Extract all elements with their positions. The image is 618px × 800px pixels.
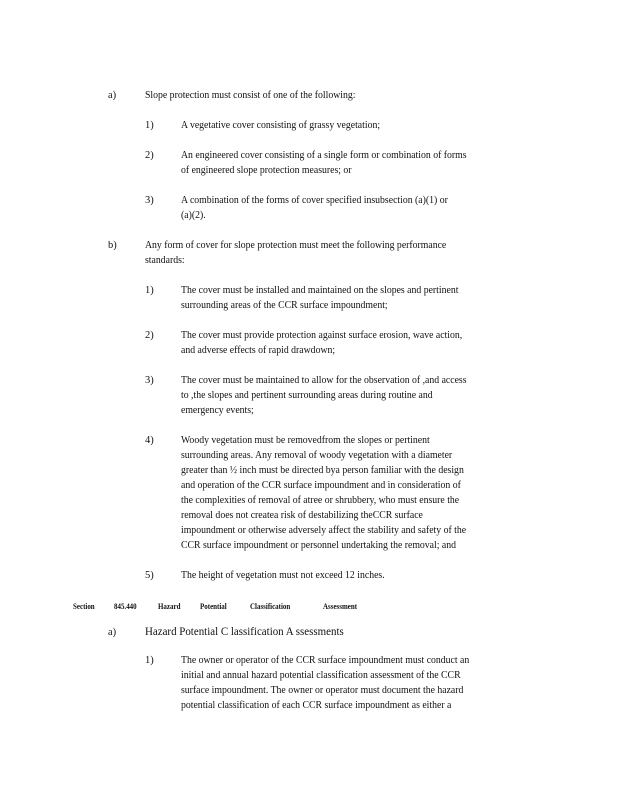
subsection-b-label: b) [108, 240, 117, 251]
item-a2-line: of engineered slope protection measures; or [181, 165, 352, 176]
item-b4-line: the complexities of removal of atree or shrubbery, who must ensure the [181, 495, 460, 506]
item-b4-line: greater than ½ inch must be directed bya person familiar with the design [181, 465, 464, 476]
item-b3-line: emergency events; [181, 405, 254, 416]
item-a3-line: A combination of the forms of cover specified insubsection (a)(1) or [181, 195, 448, 206]
item-b3-line: The cover must be maintained to allow for the observation of ,and access [181, 375, 467, 386]
item-c1-line: potential classification of each CCR surface impoundment as either a [181, 700, 452, 711]
subsection-b-line: standards: [145, 255, 185, 266]
item-c1-line: initial and annual hazard potential classification assessment of the CCR [181, 670, 461, 681]
item-b4-line: removal does not createa risk of destabilizing theCCR surface [181, 510, 423, 521]
item-a3-number: 3) [145, 195, 154, 206]
item-b2-number: 2) [145, 330, 154, 341]
subsection-a-text: Slope protection must consist of one of the following: [145, 90, 356, 101]
section-subsection-a-heading: Hazard Potential C lassification A ssessments [145, 626, 344, 638]
section-title-word: Assessment [323, 601, 358, 611]
item-b4-line: Woody vegetation must be removedfrom the slopes or pertinent [181, 435, 430, 446]
item-b4-line: impoundment or otherwise adversely affect the stability and safety of the [181, 525, 467, 536]
item-c1-line: surface impoundment. The owner or operator must document the hazard [181, 685, 464, 696]
item-a2-number: 2) [145, 150, 154, 161]
item-c1-number: 1) [145, 655, 154, 666]
item-b5-line: The height of vegetation must not exceed 12 inches. [181, 570, 385, 581]
item-b1-number: 1) [145, 285, 154, 296]
item-b4-line: CCR surface impoundment or personnel undertaking the removal; and [181, 540, 456, 551]
item-a2-line: An engineered cover consisting of a single form or combination of forms [181, 150, 467, 161]
item-b1-line: The cover must be installed and maintained on the slopes and pertinent [181, 285, 459, 296]
item-a1-line: A vegetative cover consisting of grassy vegetation; [181, 120, 381, 131]
item-b4-number: 4) [145, 435, 154, 446]
subsection-b-line: Any form of cover for slope protection must meet the following performance [145, 240, 447, 251]
item-c1-line: The owner or operator of the CCR surface impoundment must conduct an [181, 655, 470, 666]
section-title-word: Hazard [158, 601, 181, 611]
item-a1-number: 1) [145, 120, 154, 131]
item-b4-line: surrounding areas. Any removal of woody vegetation with a diameter [181, 450, 453, 461]
section-number: 845.440 [114, 601, 137, 611]
item-b4-line: and operation of the CCR surface impoundment and in consideration of [181, 480, 461, 491]
item-b5-number: 5) [145, 570, 154, 581]
item-b3-line: to ,the slopes and pertinent surrounding areas during routine and [181, 390, 433, 401]
item-b2-line: The cover must provide protection against surface erosion, wave action, [181, 330, 463, 341]
section-title-word: Classification [250, 601, 291, 611]
section-title-word: Potential [200, 601, 227, 611]
item-b1-line: surrounding areas of the CCR surface impoundment; [181, 300, 388, 311]
section-subsection-a-label: a) [108, 627, 117, 638]
item-b2-line: and adverse effects of rapid drawdown; [181, 345, 336, 356]
item-b3-number: 3) [145, 375, 154, 386]
subsection-a-label: a) [108, 90, 117, 101]
section-label: Section [73, 601, 95, 611]
item-a3-line: (a)(2). [181, 210, 206, 221]
